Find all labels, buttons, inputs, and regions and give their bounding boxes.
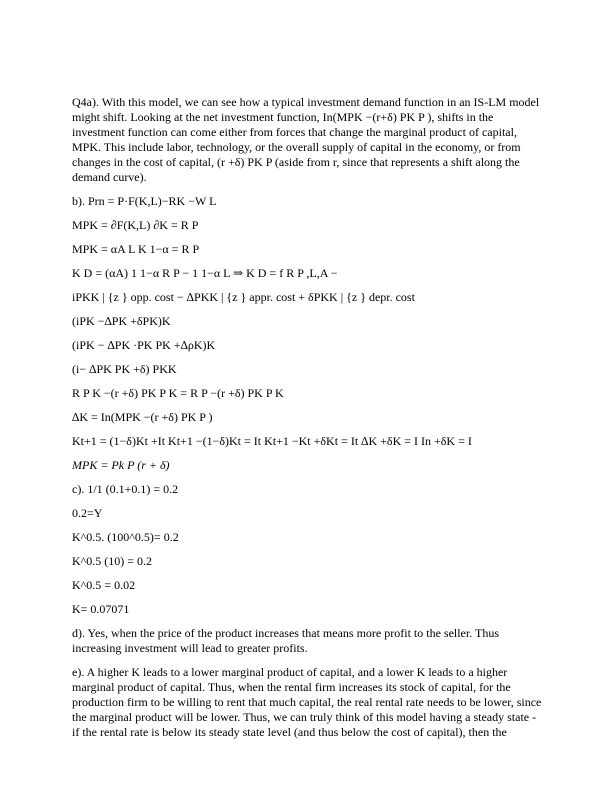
answer-c-line-5: K^0.5 = 0.02 xyxy=(72,578,136,592)
equation-net-investment: ∆K = In(MPK −(r +δ) PK P ) xyxy=(72,410,213,424)
equation-mpk-partial: MPK = ∂F(K,L) ∂K = R P xyxy=(72,218,199,232)
answer-c-line-1: c). 1/1 (0.1+0.1) = 0.2 xyxy=(72,482,179,496)
equation-cost-breakdown: iPKK | {z } opp. cost − ∆PKK | {z } appr. cost + δPKK | {z } depr. cost xyxy=(72,290,415,304)
equation-cost-2: (iPK − ∆PK ·PK PK +∆ρK)K xyxy=(72,338,216,352)
equation-mpk-condition: MPK = Pk P (r + δ) xyxy=(72,458,170,472)
answer-c-line-6: K= 0.07071 xyxy=(72,602,130,616)
answer-c-line-2: 0.2=Y xyxy=(72,506,103,520)
answer-c-line-4: K^0.5 (10) = 0.2 xyxy=(72,554,153,568)
equation-capital-accumulation: Kt+1 = (1−δ)Kt +It Kt+1 −(1−δ)Kt = It Kt+1 −Kt +δKt = It ∆K +δK = I In +δK = I xyxy=(72,434,472,448)
paragraph-e: e). A higher K leads to a lower marginal product of capital, and a lower K leads to a higher marginal product of capital. Thus, when the rental firm increases its stock of capital, for the production firm to be willing to rent that much capital, the real rental rate needs to be lower, since the marginal product will be lower. Thus, we can truly think of this model having a steady state - if the rental rate is below its steady state level (and thus below the cost of capital), then the xyxy=(72,665,542,739)
equation-cost-3: (i− ∆PK PK +δ) PKK xyxy=(72,362,177,376)
paragraph-d: d). Yes, when the price of the product increases that means more profit to the seller. Thus increasing investment will lead to greater profits. xyxy=(72,626,500,655)
answer-c-line-3: K^0.5. (100^0.5)= 0.2 xyxy=(72,530,179,544)
equation-profit: b). Prn = P·F(K,L)−RK −W L xyxy=(72,194,217,208)
document-body xyxy=(72,95,542,749)
equation-capital-demand: K D = (αA) 1 1−α R P − 1 1−α L ⇒ K D = f R P ,L,A − xyxy=(72,266,338,280)
equation-rental-profit: R P K −(r +δ) PK P K = R P −(r +δ) PK P K xyxy=(72,386,284,400)
equation-cost-1: (iPK −∆PK +δPK)K xyxy=(72,314,171,328)
equation-mpk-alpha: MPK = αA L K 1−α = R P xyxy=(72,242,200,256)
paragraph-q4a: Q4a). With this model, we can see how a typical investment demand function in an IS-LM model might shift. Looking at the net investment function, In(MPK −(r+δ) PK P ), shifts in the investment function can come either from forces that change the marginal product of capital, MPK. This include labor, technology, or the overall supply of capital in the economy, or from changes in the cost of capital, (r +δ) PK P (aside from r, since that represents a shift along the demand curve). xyxy=(72,95,540,184)
